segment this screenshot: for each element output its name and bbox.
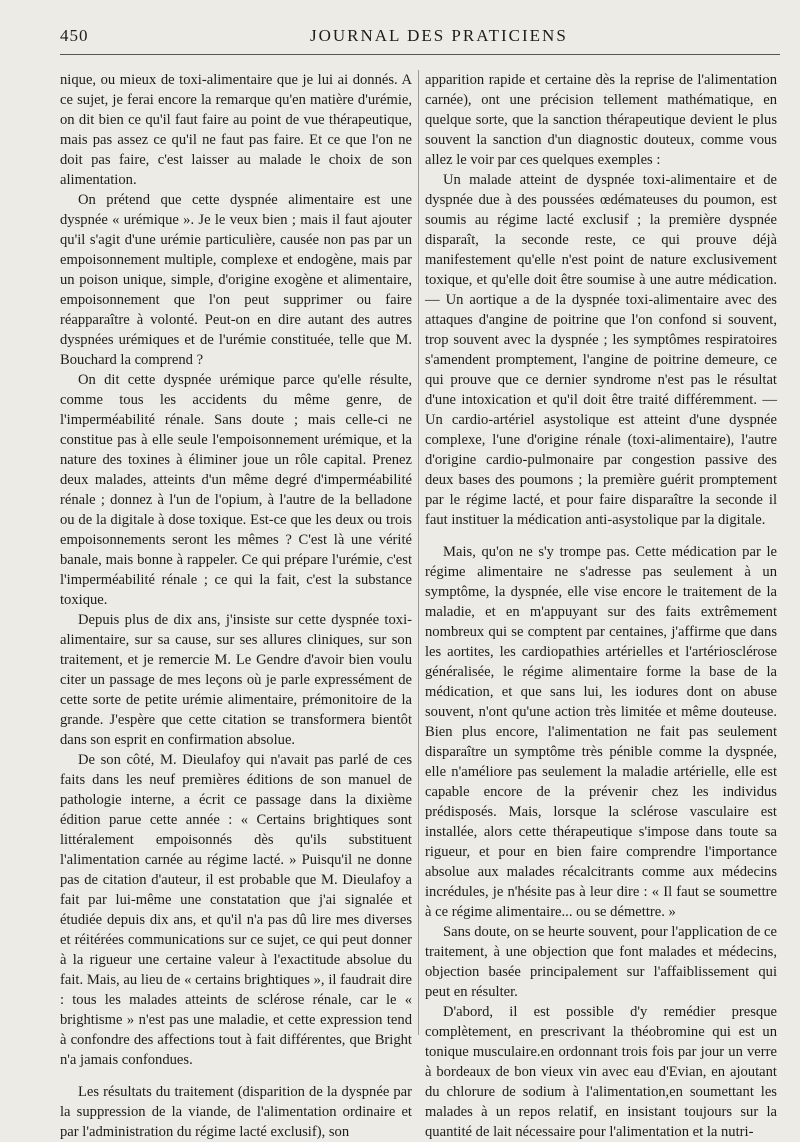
page-number: 450 — [60, 26, 89, 45]
left-column — [60, 70, 412, 1140]
right-paragraph: Un malade atteint de dyspnée toxi-alimentaire et de dyspnée due à des poussées œdémateuses du poumon, est soumis au régime lacté exclusif ; la première dyspnée disparaît, la seconde reste, ce qui prouve déjà manifestement qu'elle n'est point de nature exclusivement toxique, et qu'elle doit être soumise à une autre médication. — Un aortique a de la dyspnée toxi-alimentaire avec des attaques d'angine de poitrine que l'on confond si souvent, trop souvent avec la dyspnée ; les symptômes respiratoires s'amendent promptement, l'angine de poitrine demeure, ce qui prouve que ce dernier syndrome n'est pas le résultat d'une intoxication et qu'il doit être traité différemment. — Un cardio-artériel asystolique est atteint d'une dyspnée complexe, l'une d'origine rénale (toxi-alimentaire), l'autre d'origine cardio-pulmonaire par congestion passive des deux bases des poumons ; la première guérit promptement par le régime lacté, et pour faire disparaître la seconde il faut instituer la médication anti-asystolique par la digitale. — [425, 172, 777, 528]
right-paragraph: Mais, qu'on ne s'y trompe pas. Cette médication par le régime alimentaire ne s'adresse pas seulement à un symptôme, la dyspnée, elle vise encore le traitement de la maladie, et en m'appuyant sur des faits extrêmement nombreux qui se comptent par centaines, j'affirme que dans les aortites, les cardiopathies artérielles et l'artériosclérose généralisée, le régime alimentaire forme la base de la médication, et que sans lui, les iodures dont on abuse souvent, n'ont qu'une action très limitée et même douteuse. Bien plus encore, l'alimentation ne fait pas seulement disparaître un symptôme très pénible comme la dyspnée, elle n'améliore pas seulement la maladie artérielle, elle est capable encore de la prévenir chez les individus prédisposés. Mais, lorsque la sclérose vasculaire est installée, alors cette thérapeutique s'impose dans toute sa rigueur, et pour en bien faire comprendre l'importance absolue aux malades récalcitrants comme aux médecins incrédules, je n'hésite pas à leur dire : « Il faut se soumettre à ce régime alimentaire... ou se démettre. » — [425, 544, 777, 920]
running-header — [60, 26, 780, 52]
left-paragraph: Les résultats du traitement (disparition de la dyspnée par la suppression de la viande, de l'alimentation ordinaire et par l'administration du régime lacté exclusif), son — [60, 1084, 412, 1140]
right-column — [425, 70, 777, 1140]
header-rule — [60, 54, 780, 55]
journal-title: JOURNAL DES PRATICIENS — [310, 26, 568, 45]
left-paragraph: Depuis plus de dix ans, j'insiste sur cette dyspnée toxi-alimentaire, sur sa cause, sur ses allures cliniques, sur son traitement, et je remercie M. Le Gendre d'avoir bien voulu citer un passage de mes leçons où je parle expressément de cette sorte de petite urémie alimentaire, prémonitoire de la grande. J'espère que cette citation se transformera bientôt dans son esprit en confirmation absolue. — [60, 612, 412, 748]
right-paragraph: Sans doute, on se heurte souvent, pour l'application de ce traitement, à une objection que font malades et médecins, objection basée principalement sur l'affaiblissement qui peut en résulter. — [425, 924, 777, 1000]
left-paragraph: On prétend que cette dyspnée alimentaire est une dyspnée « urémique ». Je le veux bien ; mais il faut ajouter qu'il s'agit d'une urémie particulière, causée non pas par un empoisonnement multiple, complexe et endogène, mais par un poison unique, simple, d'origine exogène et alimentaire, empoisonnement que l'on peut supprimer ou faire réapparaître à volonté. Peut-on en dire autant des autres dyspnées urémiques et de l'urémie constituée, telle que M. Bouchard la comprend ? — [60, 192, 412, 368]
right-paragraph: D'abord, il est possible d'y remédier presque complètement, en prescrivant la théobromine qui est un tonique musculaire.en ordonnant trois fois par jour un verre à bordeaux de bon vieux vin avec eau d'Evian, en ajoutant du chlorure de sodium à l'alimentation,en soumettant les malades à un repos relatif, en insistant toujours sur la quantité de lait nécessaire pour l'alimentation et la nutri- — [425, 1004, 777, 1140]
right-paragraph: apparition rapide et certaine dès la reprise de l'alimentation carnée), ont une précision tellement mathématique, en quelque sorte, que la sanction thérapeutique devient le plus souvent la sanction d'un diagnostic douteux, comme vous allez le voir par ces quelques exemples : — [425, 72, 777, 168]
left-paragraph: De son côté, M. Dieulafoy qui n'avait pas parlé de ces faits dans les neuf premières éditions de son manuel de pathologie interne, a écrit ce passage dans la dixième édition parue cette année : « Certains brightiques sont littéralement empoisonnés dès qu'ils substituent l'alimentation carnée au régime lacté. » Puisqu'il ne donne pas de citation d'auteur, il est probable que M. Dieulafoy a fait par lui-même une constatation que j'ai signalée et étudiée depuis dix ans, et qu'il n'a pas dû lire mes diverses et réitérées communications sur ce sujet, ce qui peut donner à la rigueur une certaine valeur à l'exactitude absolue du fait. Mais, au lieu de « certains brightiques », il faudrait dire : tous les malades atteints de sclérose rénale, car le « brightisme » n'est pas une maladie, et cette expression tend à confondre des affections tout à fait différentes, que Bright n'a jamais confondues. — [60, 752, 412, 1068]
left-paragraph: nique, ou mieux de toxi-alimentaire que je lui ai donnés. A ce sujet, je ferai encore la remarque qu'en matière d'urémie, on dit bien ce qu'il faut faire au point de vue thérapeutique, mais pas assez ce qu'il ne faut pas faire. Et ce que l'on ne doit pas faire, c'est laisser au malade le choix de son alimentation. — [60, 72, 412, 188]
left-paragraph: On dit cette dyspnée urémique parce qu'elle résulte, comme tous les accidents du même genre, de l'imperméabilité rénale. Sans doute ; mais celle-ci ne constitue pas à elle seule l'empoisonnement urémique, et la nature des toxines à éliminer joue un rôle capital. Prenez deux malades, atteints d'un même degré d'imperméabilité rénale ; donnez à l'un de l'opium, à l'autre de la belladone ou de la digitale à dose toxique. Est-ce que les deux ou trois empoisonnements seront les mêmes ? C'est là une vérité banale, mais bonne à rappeler. Ce qui prépare l'urémie, c'est l'imperméabilité rénale ; ce qui la fait, c'est la substance toxique. — [60, 372, 412, 608]
column-divider — [418, 70, 419, 1035]
